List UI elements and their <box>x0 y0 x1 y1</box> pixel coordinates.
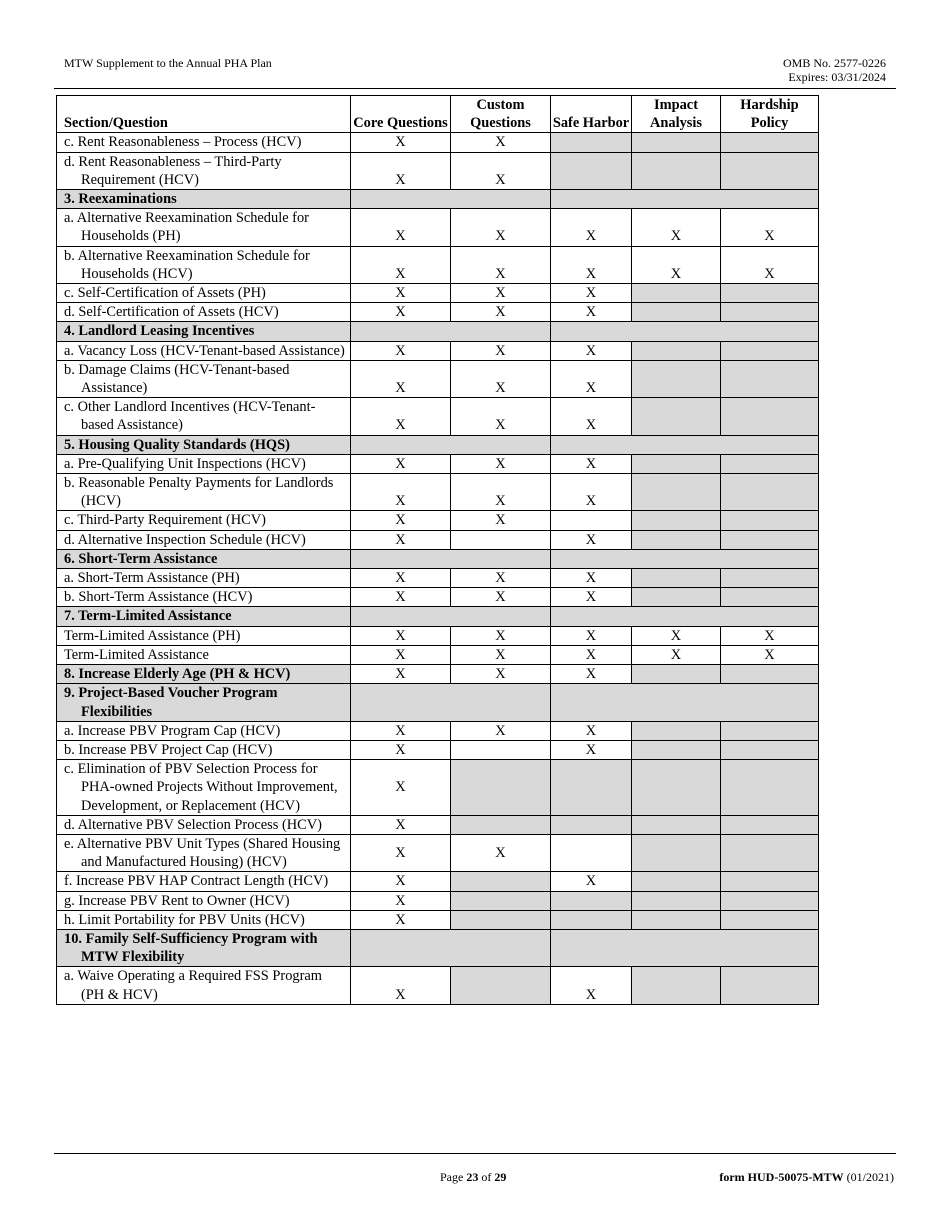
section-label: 6. Short-Term Assistance <box>57 549 351 568</box>
question-label: a. Increase PBV Program Cap (HCV) <box>57 721 351 740</box>
check-cell: X <box>451 398 551 435</box>
shaded-cell <box>721 398 819 435</box>
check-cell: X <box>551 284 632 303</box>
check-cell: X <box>351 891 451 910</box>
check-cell: X <box>351 152 451 189</box>
section-row <box>57 435 819 454</box>
check-cell: X <box>351 626 451 645</box>
shaded-cell <box>632 454 721 473</box>
shaded-cell <box>721 588 819 607</box>
section-fill <box>351 435 551 454</box>
check-cell: X <box>551 872 632 891</box>
check-cell <box>551 834 632 871</box>
table-row <box>57 910 819 929</box>
shaded-cell <box>721 303 819 322</box>
section-fill <box>551 190 819 209</box>
question-label: a. Alternative Reexamination Schedule for Households (PH) <box>57 209 351 246</box>
shaded-cell <box>451 760 551 816</box>
check-cell: X <box>632 209 721 246</box>
check-cell: X <box>551 360 632 397</box>
question-label: c. Rent Reasonableness – Process (HCV) <box>57 133 351 152</box>
shaded-cell <box>721 815 819 834</box>
check-cell: X <box>351 360 451 397</box>
shaded-cell <box>632 834 721 871</box>
question-label: a. Vacancy Loss (HCV-Tenant-based Assistance) <box>57 341 351 360</box>
section-row <box>57 322 819 341</box>
shaded-cell <box>632 511 721 530</box>
shaded-cell <box>551 891 632 910</box>
check-cell: X <box>551 341 632 360</box>
check-cell: X <box>351 910 451 929</box>
shaded-cell <box>632 530 721 549</box>
check-cell: X <box>451 303 551 322</box>
table-row <box>57 511 819 530</box>
table-row <box>57 152 819 189</box>
flexibility-table <box>56 95 819 1005</box>
question-label: b. Alternative Reexamination Schedule for Households (HCV) <box>57 246 351 283</box>
shaded-cell <box>632 665 721 684</box>
shaded-cell <box>721 967 819 1004</box>
check-cell: X <box>351 569 451 588</box>
table-row <box>57 645 819 664</box>
table-row <box>57 665 819 684</box>
section-row <box>57 190 819 209</box>
check-cell: X <box>351 530 451 549</box>
column-header: Custom Questions <box>451 96 551 133</box>
table-row <box>57 133 819 152</box>
question-label: d. Alternative PBV Selection Process (HCV) <box>57 815 351 834</box>
column-header: Hardship Policy <box>721 96 819 133</box>
shaded-cell <box>721 910 819 929</box>
check-cell: X <box>351 246 451 283</box>
section-fill <box>551 929 819 966</box>
shaded-cell <box>721 133 819 152</box>
shaded-cell <box>721 569 819 588</box>
check-cell: X <box>451 209 551 246</box>
question-label: c. Elimination of PBV Selection Process for PHA-owned Projects Without Improvement, Development, or Replacement (HCV) <box>57 760 351 816</box>
shaded-cell <box>721 284 819 303</box>
table-row <box>57 967 819 1004</box>
table-row <box>57 760 819 816</box>
check-cell: X <box>632 246 721 283</box>
shaded-cell <box>632 815 721 834</box>
check-cell: X <box>351 834 451 871</box>
question-label: b. Damage Claims (HCV-Tenant-based Assistance) <box>57 360 351 397</box>
shaded-cell <box>632 910 721 929</box>
table-row <box>57 341 819 360</box>
table-row <box>57 588 819 607</box>
check-cell: X <box>451 721 551 740</box>
omb-number: OMB No. 2577-0226 <box>782 56 886 70</box>
header-divider <box>54 88 896 89</box>
shaded-cell <box>721 530 819 549</box>
check-cell: X <box>451 474 551 511</box>
shaded-cell <box>632 872 721 891</box>
section-fill <box>351 929 551 966</box>
header-omb-block <box>783 56 886 84</box>
check-cell: X <box>351 967 451 1004</box>
shaded-cell <box>721 891 819 910</box>
question-label: d. Rent Reasonableness – Third-Party Requirement (HCV) <box>57 152 351 189</box>
shaded-cell <box>721 454 819 473</box>
table-row <box>57 360 819 397</box>
section-label: 4. Landlord Leasing Incentives <box>57 322 351 341</box>
check-cell <box>451 530 551 549</box>
shaded-cell <box>721 665 819 684</box>
section-label: 7. Term-Limited Assistance <box>57 607 351 626</box>
section-fill <box>551 435 819 454</box>
shaded-cell <box>551 760 632 816</box>
shaded-cell <box>632 891 721 910</box>
shaded-cell <box>721 474 819 511</box>
section-fill <box>351 190 551 209</box>
check-cell: X <box>451 834 551 871</box>
section-fill <box>551 549 819 568</box>
table-row <box>57 834 819 871</box>
shaded-cell <box>632 740 721 759</box>
shaded-cell <box>632 360 721 397</box>
check-cell: X <box>551 246 632 283</box>
check-cell: X <box>351 303 451 322</box>
section-fill <box>551 607 819 626</box>
shaded-cell <box>632 474 721 511</box>
table-row <box>57 872 819 891</box>
page-number: Page 23 of 29 <box>440 1170 507 1184</box>
check-cell <box>451 740 551 759</box>
question-label: b. Short-Term Assistance (HCV) <box>57 588 351 607</box>
check-cell: X <box>451 511 551 530</box>
table-row <box>57 474 819 511</box>
section-label: 5. Housing Quality Standards (HQS) <box>57 435 351 454</box>
table-row <box>57 284 819 303</box>
section-row <box>57 549 819 568</box>
question-label: Term-Limited Assistance <box>57 645 351 664</box>
shaded-cell <box>632 569 721 588</box>
check-cell: X <box>451 588 551 607</box>
column-header: Impact Analysis <box>632 96 721 133</box>
check-cell: X <box>351 398 451 435</box>
table-row <box>57 246 819 283</box>
question-label: c. Third-Party Requirement (HCV) <box>57 511 351 530</box>
check-cell: X <box>451 360 551 397</box>
shaded-cell <box>451 967 551 1004</box>
form-id: form HUD-50075-MTW (01/2021) <box>719 1170 894 1184</box>
check-cell: X <box>551 474 632 511</box>
shaded-cell <box>721 760 819 816</box>
column-header: Safe Harbor <box>551 96 632 133</box>
check-cell: X <box>551 721 632 740</box>
check-cell <box>551 511 632 530</box>
table-header-row <box>57 96 819 133</box>
section-fill <box>351 322 551 341</box>
check-cell: X <box>451 626 551 645</box>
table-row <box>57 398 819 435</box>
question-label: b. Increase PBV Project Cap (HCV) <box>57 740 351 759</box>
check-cell: X <box>351 588 451 607</box>
shaded-cell <box>721 341 819 360</box>
section-fill <box>551 684 819 721</box>
shaded-cell <box>632 341 721 360</box>
section-row <box>57 684 819 721</box>
header-title: MTW Supplement to the Annual PHA Plan <box>64 56 272 70</box>
check-cell: X <box>551 209 632 246</box>
shaded-cell <box>451 910 551 929</box>
section-fill <box>551 322 819 341</box>
check-cell: X <box>451 341 551 360</box>
check-cell: X <box>351 341 451 360</box>
question-label: d. Alternative Inspection Schedule (HCV) <box>57 530 351 549</box>
shaded-cell <box>632 303 721 322</box>
check-cell: X <box>451 665 551 684</box>
shaded-cell <box>721 721 819 740</box>
table-row <box>57 740 819 759</box>
check-cell: X <box>351 665 451 684</box>
check-cell: X <box>551 740 632 759</box>
question-label: c. Other Landlord Incentives (HCV-Tenant-based Assistance) <box>57 398 351 435</box>
check-cell: X <box>351 284 451 303</box>
check-cell: X <box>551 454 632 473</box>
table-row <box>57 530 819 549</box>
shaded-cell <box>632 152 721 189</box>
check-cell: X <box>551 665 632 684</box>
shaded-cell <box>721 511 819 530</box>
section-row <box>57 607 819 626</box>
shaded-cell <box>721 360 819 397</box>
footer-divider <box>54 1153 896 1154</box>
table-row <box>57 303 819 322</box>
check-cell: X <box>451 246 551 283</box>
check-cell: X <box>551 398 632 435</box>
check-cell: X <box>351 133 451 152</box>
check-cell: X <box>351 721 451 740</box>
section-fill <box>351 607 551 626</box>
table-row <box>57 209 819 246</box>
question-label: g. Increase PBV Rent to Owner (HCV) <box>57 891 351 910</box>
shaded-cell <box>551 133 632 152</box>
shaded-cell <box>721 872 819 891</box>
shaded-cell <box>632 588 721 607</box>
check-cell: X <box>451 152 551 189</box>
question-label: d. Self-Certification of Assets (HCV) <box>57 303 351 322</box>
check-cell: X <box>351 454 451 473</box>
check-cell: X <box>351 645 451 664</box>
check-cell: X <box>351 740 451 759</box>
check-cell: X <box>351 511 451 530</box>
check-cell: X <box>721 209 819 246</box>
check-cell: X <box>351 209 451 246</box>
check-cell: X <box>451 284 551 303</box>
check-cell: X <box>351 760 451 816</box>
shaded-cell <box>551 910 632 929</box>
table-row <box>57 454 819 473</box>
question-label: a. Short-Term Assistance (PH) <box>57 569 351 588</box>
table-row <box>57 815 819 834</box>
expiration-date: Expires: 03/31/2024 <box>788 70 886 84</box>
column-header: Section/Question <box>57 96 351 133</box>
check-cell: X <box>551 569 632 588</box>
shaded-cell <box>451 815 551 834</box>
shaded-cell <box>721 834 819 871</box>
section-label: 3. Reexaminations <box>57 190 351 209</box>
check-cell: X <box>351 815 451 834</box>
question-label: a. Pre-Qualifying Unit Inspections (HCV) <box>57 454 351 473</box>
shaded-cell <box>632 133 721 152</box>
check-cell: X <box>632 626 721 645</box>
question-label: b. Reasonable Penalty Payments for Landlords (HCV) <box>57 474 351 511</box>
shaded-cell <box>451 891 551 910</box>
question-label: c. Self-Certification of Assets (PH) <box>57 284 351 303</box>
table-row <box>57 626 819 645</box>
check-cell: X <box>451 133 551 152</box>
check-cell: X <box>351 872 451 891</box>
shaded-cell <box>632 284 721 303</box>
question-label: f. Increase PBV HAP Contract Length (HCV) <box>57 872 351 891</box>
shaded-cell <box>551 152 632 189</box>
check-cell: X <box>551 303 632 322</box>
shaded-cell <box>551 815 632 834</box>
table-row <box>57 891 819 910</box>
check-cell: X <box>721 246 819 283</box>
section-label: 9. Project-Based Voucher Program Flexibilities <box>57 684 351 721</box>
check-cell: X <box>551 626 632 645</box>
question-label: Term-Limited Assistance (PH) <box>57 626 351 645</box>
check-cell: X <box>451 569 551 588</box>
section-label: 10. Family Self-Sufficiency Program with MTW Flexibility <box>57 929 351 966</box>
section-row <box>57 929 819 966</box>
check-cell: X <box>632 645 721 664</box>
table-row <box>57 569 819 588</box>
question-label: h. Limit Portability for PBV Units (HCV) <box>57 910 351 929</box>
check-cell: X <box>721 645 819 664</box>
check-cell: X <box>551 645 632 664</box>
column-header: Core Questions <box>351 96 451 133</box>
check-cell: X <box>551 530 632 549</box>
shaded-cell <box>632 398 721 435</box>
section-fill <box>351 549 551 568</box>
shaded-cell <box>721 152 819 189</box>
shaded-cell <box>632 721 721 740</box>
check-cell: X <box>451 645 551 664</box>
check-cell: X <box>551 967 632 1004</box>
shaded-cell <box>632 760 721 816</box>
check-cell: X <box>351 474 451 511</box>
question-label: 8. Increase Elderly Age (PH & HCV) <box>57 665 351 684</box>
shaded-cell <box>721 740 819 759</box>
question-label: e. Alternative PBV Unit Types (Shared Housing and Manufactured Housing) (HCV) <box>57 834 351 871</box>
table-row <box>57 721 819 740</box>
check-cell: X <box>551 588 632 607</box>
shaded-cell <box>451 872 551 891</box>
check-cell: X <box>451 454 551 473</box>
question-label: a. Waive Operating a Required FSS Program (PH & HCV) <box>57 967 351 1004</box>
shaded-cell <box>632 967 721 1004</box>
check-cell: X <box>721 626 819 645</box>
section-fill <box>351 684 551 721</box>
